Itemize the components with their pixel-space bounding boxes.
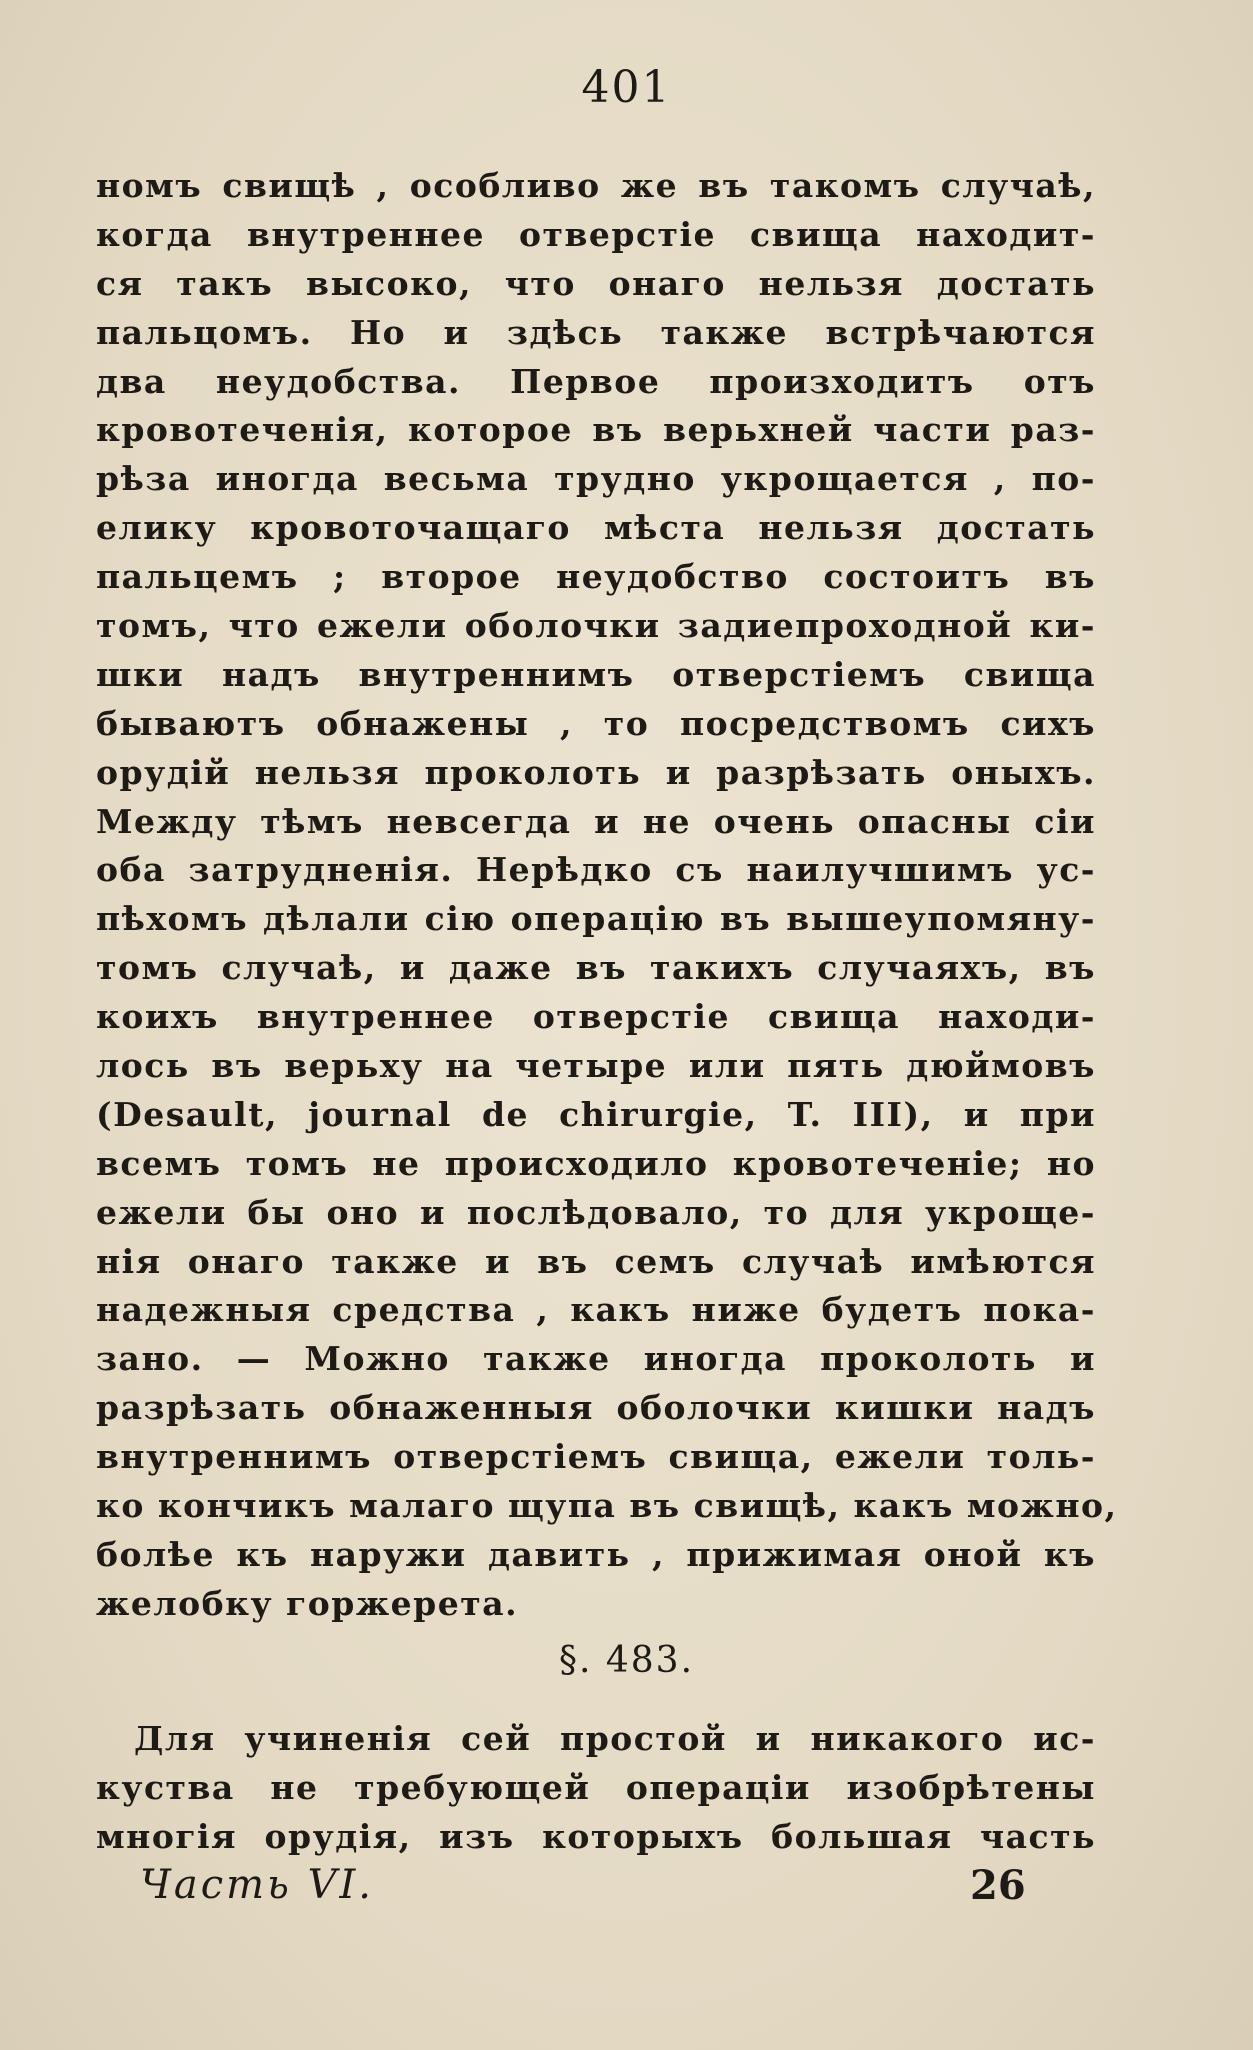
text-line: ко кончикъ малаго щупа въ свищѣ, какъ можно, [96, 1486, 1118, 1526]
page-number: 401 [581, 62, 672, 113]
text-line: лось въ верьху на четыре или пять дюймовъ [96, 1046, 1096, 1086]
text-line: желобку горжерета. [96, 1583, 519, 1623]
paragraph-main [96, 162, 1118, 1629]
text-line: томъ случаѣ, и даже въ такихъ случаяхъ, въ [96, 948, 1096, 988]
text-line: коихъ внутреннее отверстiе свища находи- [96, 997, 1096, 1037]
text-line: орудiй нельзя проколоть и разрѣзать оныхъ. [96, 752, 1096, 792]
text-line: елику кровоточащаго мѣста нельзя достать [96, 508, 1096, 548]
section-heading: §. 483. [558, 1640, 695, 1681]
text-line: (Desault, journal de chirurgie, T. III), и при [96, 1094, 1096, 1134]
text-line: шки надъ внутреннимъ отверстiемъ свища [96, 654, 1096, 694]
text-line: Для учиненiя сей простой и никакого ис- [134, 1719, 1096, 1758]
text-line: оба затрудненiя. Нерѣдко съ наилучшимъ ус- [96, 850, 1096, 890]
text-line: болѣе къ наружи давить , прижимая оной къ [96, 1534, 1096, 1574]
paragraph-section-483 [96, 1715, 1096, 1862]
text-line: номъ свищѣ , особливо же въ такомъ случаѣ, [96, 166, 1096, 205]
text-line: куства не требующей операцiи изобрѣтены [96, 1767, 1096, 1807]
text-line: разрѣзать обнаженныя оболочки кишки надъ [96, 1388, 1096, 1428]
sheet-number: 26 [970, 1862, 1026, 1909]
text-line: зано. — Можно также иногда проколоть и [96, 1339, 1096, 1379]
text-line: ежели бы оно и послѣдовало, то для укроще- [96, 1192, 1096, 1232]
text-line: бываютъ обнажены , то посредствомъ сихъ [96, 703, 1096, 743]
text-line: пальцемъ ; второе неудобство состоитъ въ [96, 557, 1096, 597]
text-line: пѣхомъ дѣлали сiю операцiю въ вышеупомяну- [96, 899, 1096, 939]
text-line: кровотеченiя, которое въ верьхней части раз- [96, 410, 1096, 450]
signature-mark: Часть VI. [140, 1862, 374, 1908]
text-line: Между тѣмъ невсегда и не очень опасны сiи [96, 801, 1096, 841]
text-line: всемъ томъ не происходило кровотеченiе; но [96, 1143, 1096, 1183]
text-line: многiя орудiя, изъ которыхъ большая часть [96, 1816, 1096, 1856]
text-line: томъ, что ежели оболочки задиепроходной ки- [96, 606, 1096, 646]
text-line: внутреннимъ отверстiемъ свища, ежели толь- [96, 1437, 1096, 1477]
text-line: пальцомъ. Но и здѣсь также встрѣчаются [96, 312, 1096, 352]
text-line: когда внутреннее отверстiе свища находит- [96, 214, 1096, 254]
text-line: два неудобства. Первое произходитъ отъ [96, 361, 1096, 401]
text-line: рѣза иногда весьма трудно укрощается , по- [96, 459, 1096, 499]
text-line: нiя онаго также и въ семъ случаѣ имѣются [96, 1241, 1096, 1281]
text-line: ся такъ высоко, что онаго нельзя достать [96, 263, 1096, 303]
text-line: надежныя средства , какъ ниже будетъ пока- [96, 1290, 1096, 1330]
